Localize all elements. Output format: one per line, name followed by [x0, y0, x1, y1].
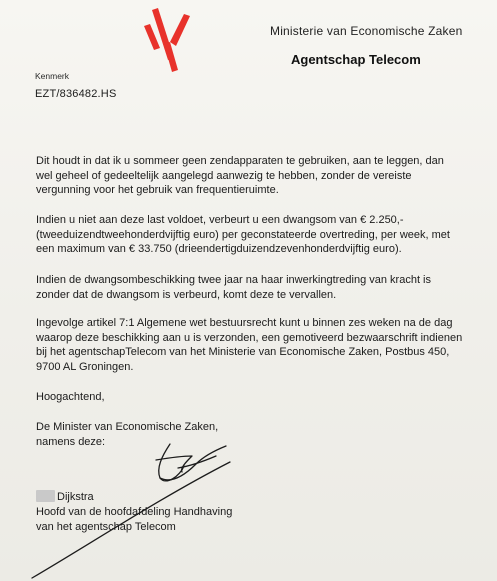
reference-value: EZT/836482.HS: [35, 88, 117, 100]
paragraph-line: Indien u niet aan deze last voldoet, verbeurt u een dwangsom van € 2.250,-: [36, 214, 404, 226]
paragraph-bezwaar: [36, 316, 481, 374]
paragraph-line: wel geheel of gedeeltelijk aangelegd aanwezig te hebben, zonder de vereiste: [36, 169, 412, 182]
on-behalf-line: namens deze:: [36, 435, 106, 448]
paragraph-line: 9700 AL Groningen.: [36, 360, 134, 373]
paragraph-line: Ingevolge artikel 7:1 Algemene wet bestuursrecht kunt u binnen zes weken na de dag: [36, 317, 453, 329]
agency-name: Agentschap Telecom: [291, 52, 421, 67]
signatory-title-line: van het agentschap Telecom: [36, 521, 176, 533]
paragraph-dwangsom: [36, 213, 481, 257]
paragraph-line: zonder dat de dwangsom is verbeurd, komt deze te vervallen.: [36, 288, 337, 301]
paragraph-line: Dit houdt in dat ik u sommeer geen zendapparaten te gebruiken, aan te leggen, dan: [36, 155, 444, 167]
paragraph-sommation: [36, 154, 481, 198]
signatory-name-line: [36, 490, 232, 505]
paragraph-line: vergunning voor het gebruik van frequentieruimte.: [36, 184, 279, 196]
paragraph-line: waarop deze beschikking aan u is verzonden, een gemotiveerd bezwaarschrift indienen: [36, 331, 463, 344]
signatory-block: [36, 490, 232, 535]
signatory-title-line: Hoofd van de hoofdafdeling Handhaving: [36, 506, 233, 518]
paragraph-line: een maximum van € 33.750 (drieendertigduizendzevenhonderdvijftig euro).: [36, 243, 402, 255]
paragraph-line: Indien de dwangsombeschikking twee jaar na haar inwerkingtreding van kracht is: [36, 274, 432, 286]
logo-stroke-4: [170, 14, 190, 46]
logo-stroke-1: [144, 24, 160, 50]
minister-line: De Minister van Economische Zaken,: [36, 421, 219, 433]
agency-logo: [130, 8, 200, 72]
closing-greeting: Hoogachtend,: [36, 391, 105, 403]
signatory-name: Dijkstra: [57, 491, 94, 503]
reference-label: Kenmerk: [35, 71, 70, 81]
redacted-first-name: [36, 490, 55, 502]
paragraph-line: (tweeduizendtweehonderdvijftig euro) per geconstateerde overtreding, per week, met: [36, 228, 450, 241]
paragraph-line: bij het agentschapTelecom van het Ministerie van Economische Zaken, Postbus 450,: [36, 346, 450, 358]
paragraph-vervallen: [36, 273, 481, 302]
ministry-name: Ministerie van Economische Zaken: [270, 24, 463, 38]
logo-stroke-3: [164, 42, 178, 72]
